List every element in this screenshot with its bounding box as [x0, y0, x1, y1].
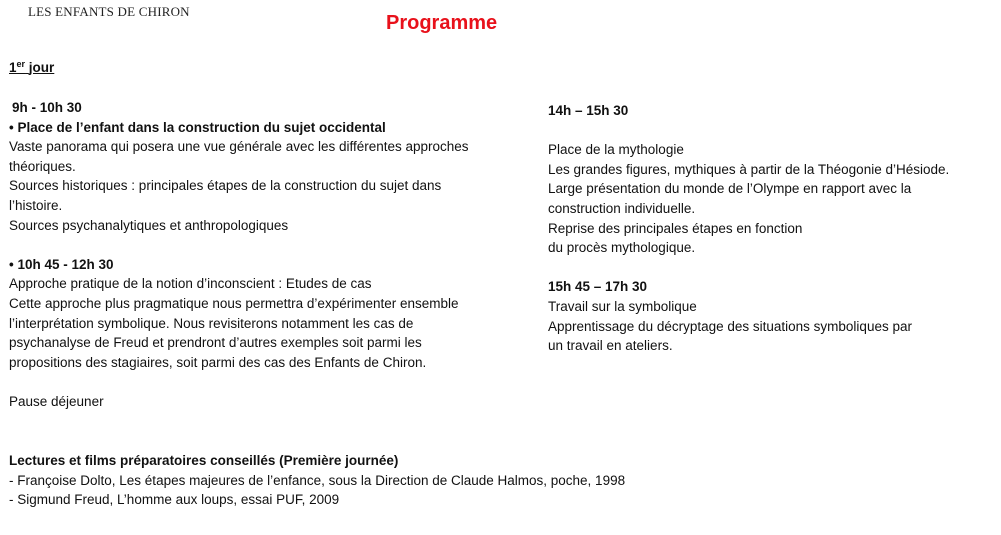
organization-name: LES ENFANTS DE CHIRON: [28, 4, 190, 19]
readings-heading: Lectures et films préparatoires conseillés (Première journée): [9, 453, 399, 468]
session-3-line: construction individuelle.: [548, 200, 696, 216]
session-2-time: • 10h 45 - 12h 30: [9, 256, 114, 272]
pause-label: Pause déjeuner: [9, 393, 104, 409]
session-1-line: Sources psychanalytiques et anthropologiques: [9, 217, 289, 233]
session-2-line: Approche pratique de la notion d’inconscient : Etudes de cas: [9, 276, 372, 292]
spacer: [9, 372, 529, 392]
spacer: [548, 121, 988, 141]
reading-item: - Françoise Dolto, Les étapes majeures de l’enfance, sous la Direction de Claude Halmos, poche, 1998: [9, 472, 626, 488]
session-2-line: psychanalyse de Freud et prendront d’autres exemples soit parmi les: [9, 335, 422, 351]
left-column: [9, 98, 529, 412]
session-3-time: 14h – 15h 30: [548, 103, 629, 118]
readings-section: [9, 451, 709, 510]
session-4-line: un travail en ateliers.: [548, 338, 673, 354]
spacer: [9, 235, 529, 255]
session-2-line: propositions des stagiaires, soit parmi des cas des Enfants de Chiron.: [9, 354, 427, 370]
session-4-line: Apprentissage du décryptage des situations symboliques par: [548, 318, 912, 334]
session-3-line: Reprise des principales étapes en fonction: [548, 220, 803, 236]
session-2-line: Cette approche plus pragmatique nous permettra d’expérimenter ensemble: [9, 295, 459, 311]
session-4-line: Travail sur la symbolique: [548, 298, 697, 314]
session-1-line: Sources historiques : principales étapes de la construction du sujet dans: [9, 178, 442, 194]
session-3-line: Place de la mythologie: [548, 142, 684, 158]
right-column: [548, 101, 988, 356]
session-1-time: 9h - 10h 30: [12, 100, 82, 115]
page-title: Programme: [386, 12, 498, 34]
spacer: [548, 258, 988, 278]
session-1-line: l’histoire.: [9, 197, 63, 213]
day-number: 1: [9, 60, 17, 75]
session-1-line: Vaste panorama qui posera une vue générale avec les différentes approches: [9, 139, 469, 155]
day-word: jour: [28, 60, 55, 75]
session-1-heading: • Place de l’enfant dans la construction du sujet occidental: [9, 119, 386, 135]
session-3-line: Les grandes figures, mythiques à partir de la Théogonie d’Hésiode.: [548, 161, 950, 177]
day-title: [9, 59, 54, 75]
session-3-line: Large présentation du monde de l’Olympe en rapport avec la: [548, 181, 912, 197]
session-4-time: 15h 45 – 17h 30: [548, 279, 648, 295]
day-ordinal-suffix: er: [16, 59, 26, 69]
session-1-line: théoriques.: [9, 158, 76, 174]
session-2-line: l’interprétation symbolique. Nous revisiterons notamment les cas de: [9, 315, 414, 331]
reading-item: - Sigmund Freud, L’homme aux loups, essai PUF, 2009: [9, 492, 340, 508]
session-3-line: du procès mythologique.: [548, 240, 696, 256]
